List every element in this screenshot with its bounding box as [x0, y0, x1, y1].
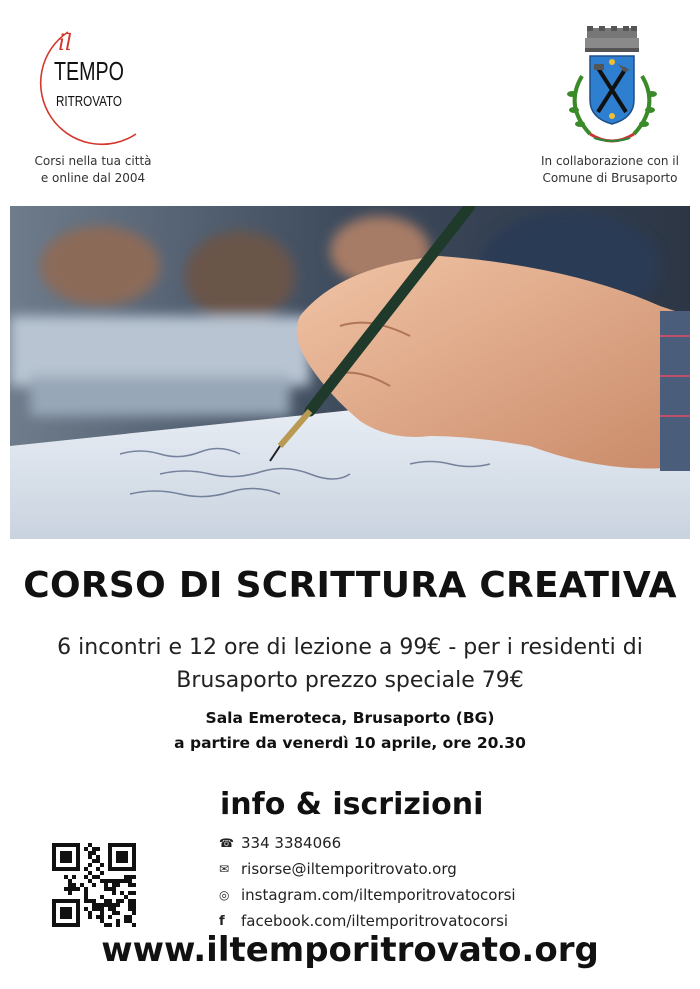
- course-description: [20, 631, 680, 697]
- contact-instagram[interactable]: [219, 882, 619, 908]
- instagram-icon: ◎: [219, 888, 230, 902]
- course-venue-block: [0, 706, 700, 756]
- tagline-line-1: Corsi nella tua città: [34, 154, 152, 168]
- collab-line-1: In collaborazione con il: [541, 154, 679, 168]
- course-description-line-2: Brusaporto prezzo speciale 79€: [176, 668, 524, 693]
- course-start: a partire da venerdì 10 aprile, ore 20.30: [174, 734, 526, 752]
- logo-il: il: [58, 31, 73, 56]
- writing-hand-photo: [10, 206, 690, 539]
- course-description-line-1: 6 incontri e 12 ore di lezione a 99€ - per i residenti di: [57, 635, 643, 660]
- phone-icon: ☎: [219, 836, 234, 850]
- contact-email-text: risorse@iltemporitrovato.org: [241, 860, 457, 878]
- email-icon: ✉: [219, 862, 230, 876]
- course-title: CORSO DI SCRITTURA CREATIVA: [23, 565, 677, 606]
- course-venue: Sala Emeroteca, Brusaporto (BG): [205, 709, 495, 727]
- contact-phone-text: 334 3384066: [241, 834, 342, 852]
- tagline-line-2: e online dal 2004: [40, 171, 146, 185]
- logo-tempo: TEMPO: [54, 56, 124, 86]
- info-heading: info & iscrizioni: [220, 787, 484, 822]
- contact-phone[interactable]: [219, 830, 619, 856]
- contact-list: [219, 830, 619, 934]
- facebook-icon: f: [219, 913, 225, 929]
- tagline: [18, 153, 168, 187]
- website-url[interactable]: www.iltemporitrovato.org: [101, 930, 599, 970]
- contact-email[interactable]: [219, 856, 619, 882]
- logo-ritrovato: RITROVATO: [56, 93, 122, 110]
- contact-instagram-text: instagram.com/iltemporitrovatocorsi: [241, 886, 516, 904]
- qr-code[interactable]: [52, 843, 136, 927]
- contact-facebook-text: facebook.com/iltemporitrovatocorsi: [241, 912, 509, 930]
- collaboration-note: [530, 153, 690, 187]
- brusaporto-coat-of-arms: [560, 26, 664, 154]
- il-tempo-ritrovato-logo: [28, 22, 148, 147]
- collab-line-2: Comune di Brusaporto: [542, 171, 678, 185]
